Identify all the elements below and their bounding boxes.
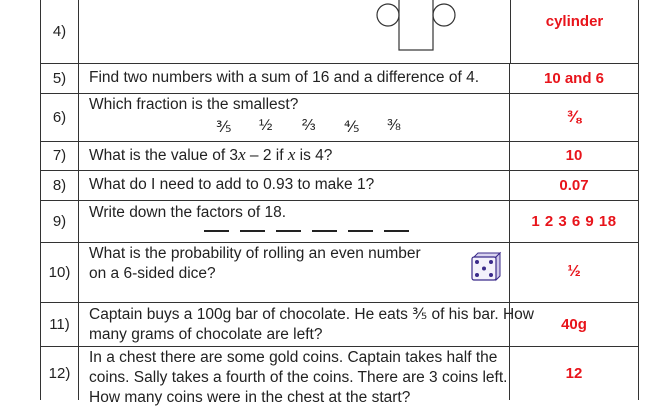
answer-text: 0.07 <box>559 176 589 194</box>
question-number: 9) <box>41 200 79 242</box>
answer-cell <box>509 93 638 141</box>
answer-blanks <box>204 230 409 232</box>
dice-icon <box>468 250 502 284</box>
question-text: Find two numbers with a sum of 16 and a difference of 4. <box>89 69 480 86</box>
answer-cell <box>509 346 638 400</box>
question-row-7 <box>41 141 638 171</box>
question-number: 5) <box>41 63 79 93</box>
answer-text: ⅜ <box>566 107 582 126</box>
question-text: What do I need to add to 0.93 to make 1? <box>89 176 375 193</box>
fraction-option: ⅘ <box>344 119 360 136</box>
question-row-12 <box>41 346 638 416</box>
question-number: 7) <box>41 141 79 170</box>
blank-line <box>240 230 265 232</box>
answer-cell <box>509 63 638 93</box>
answer-cell <box>509 302 638 346</box>
answer-text: 40g <box>561 315 587 333</box>
question-text: In a chest there are some gold coins. Captain takes half the coins. Sally takes a fourth of the coins. There are 3 coins left. How many coins were in the chest at the start? <box>89 349 508 406</box>
blank-line <box>348 230 373 232</box>
worksheet-table <box>40 0 639 406</box>
question-row-9 <box>41 200 638 243</box>
question-row-4 <box>41 0 638 64</box>
question-row-5 <box>41 63 638 94</box>
question-text: What is the probability of rolling an even number on a 6-sided dice? <box>89 245 421 282</box>
question-number: 11) <box>41 302 79 346</box>
question-row-11 <box>41 302 638 347</box>
question-row-8 <box>41 170 638 201</box>
answer-text: cylinder <box>545 13 604 30</box>
question-number: 12) <box>41 346 79 400</box>
question-number: 6) <box>41 93 79 141</box>
blank-line <box>204 230 229 232</box>
answer-text: 12 <box>565 364 583 382</box>
fraction-option: ⅔ <box>302 117 316 134</box>
cylinder-net-diagram <box>376 0 476 54</box>
question-text: Which fraction is the smallest? <box>89 96 299 113</box>
answer-text: 10 and 6 <box>543 69 605 87</box>
variable-x: x <box>287 145 296 164</box>
answer-cell <box>510 0 638 63</box>
variable-x: x <box>238 145 246 164</box>
answer-cell <box>509 141 638 170</box>
blank-line <box>312 230 337 232</box>
blank-line <box>384 230 409 232</box>
fraction-option: ⅜ <box>387 117 401 134</box>
blank-line <box>276 230 301 232</box>
answer-cell <box>509 200 638 242</box>
answer-text: 1 2 3 6 9 18 <box>531 212 617 230</box>
question-text: Write down the factors of 18. <box>89 204 287 221</box>
question-row-10 <box>41 242 638 303</box>
question-number: 4) <box>41 0 79 63</box>
fraction-option: ⅗ <box>216 119 232 136</box>
answer-cell <box>509 242 638 302</box>
question-text: Captain buys a 100g bar of chocolate. He eats ⅗ of his bar. How many grams of chocolate are left? <box>89 306 534 343</box>
answer-cell <box>509 170 638 200</box>
question-number: 8) <box>41 170 79 200</box>
question-number: 10) <box>41 242 79 302</box>
fraction-option: ½ <box>259 117 273 134</box>
question-row-6 <box>41 93 638 142</box>
answer-text: ½ <box>567 263 581 280</box>
question-text: What is the value of 3x – 2 if x is 4? <box>89 145 333 164</box>
answer-text: 10 <box>565 147 583 164</box>
